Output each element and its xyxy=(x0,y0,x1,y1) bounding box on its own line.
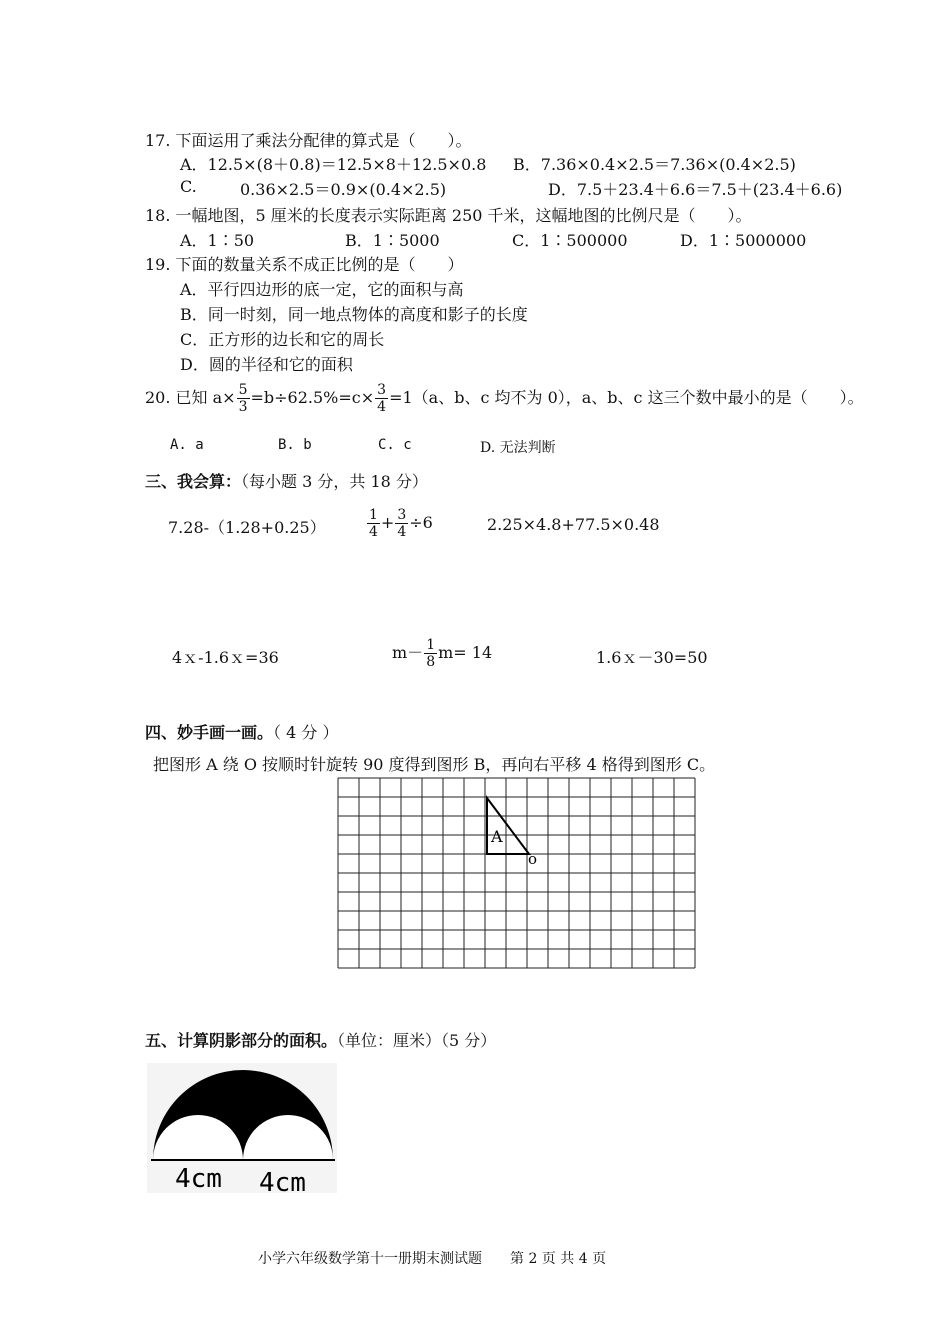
equation-3: 1.6ｘ－30=50 xyxy=(596,648,708,667)
q18-option-b: B．1∶5000 xyxy=(345,231,440,250)
q20-option-b: B. b xyxy=(278,437,312,453)
q20-option-a: A. a xyxy=(170,437,204,453)
calc-expression-2: $\frac{1}{4}$ + $\frac{3}{4}$ ÷6 xyxy=(369,507,433,540)
q17-option-b: B．7.36×0.4×2.5＝7.36×(0.4×2.5) xyxy=(513,155,796,174)
shaded-area-figure xyxy=(147,1063,337,1193)
section-4-instruction: 把图形 A 绕 O 按顺时针旋转 90 度得到图形 B，再向右平移 4 格得到图形 C。 xyxy=(153,755,716,774)
q17-stem: 17. 下面运用了乘法分配律的算式是（ ）。 xyxy=(145,131,472,150)
q19-option-c: C．正方形的边长和它的周长 xyxy=(180,330,385,349)
q17-option-d: D．7.5＋23.4＋6.6＝7.5＋(23.4＋6.6) xyxy=(548,180,843,199)
q20-fraction-2: $\frac{3}{4}$ xyxy=(377,382,387,415)
label-a: A xyxy=(491,827,503,846)
calc-expression-1: 7.28-（1.28+0.25） xyxy=(168,518,326,537)
q19-option-a: A．平行四边形的底一定，它的面积与高 xyxy=(180,280,464,299)
section-3-heading: 三、我会算：（每小题 3 分，共 18 分） xyxy=(145,472,428,491)
q19-option-d: D．圆的半径和它的面积 xyxy=(180,355,353,374)
q17-option-c: 0.36×2.5＝0.9×(0.4×2.5) xyxy=(240,180,447,199)
footer: 小学六年级数学第十一册期末测试题 第 2 页 共 4 页 xyxy=(258,1251,607,1267)
section-4-heading: 四、妙手画一画。（ 4 分 ） xyxy=(145,723,339,742)
q19-stem: 19. 下面的数量关系不成正比例的是（ ） xyxy=(145,255,464,274)
dimension-label-2: 4cm xyxy=(259,1168,306,1193)
q18-option-a: A．1∶50 xyxy=(180,231,255,250)
dimension-label-1: 4cm xyxy=(175,1164,222,1193)
equation-2: m－ $\frac{1}{8}$ m= 14 xyxy=(392,637,493,670)
q20-fraction-1: $\frac{5}{3}$ xyxy=(238,382,248,415)
q20-stem: 20. 已知 a× $\frac{5}{3}$ =b÷62.5%=c× $\frac{3}{4}$ =1（a、b、c 均不为 0），a、b、c 这三个数中最小的是（ ）。 xyxy=(145,382,864,415)
q20-option-c: C. c xyxy=(378,437,412,453)
q20-option-d: D. 无法判断 xyxy=(480,440,556,456)
q17-option-a: A．12.5×(8＋0.8)＝12.5×8＋12.5×0.8 xyxy=(180,155,487,174)
section-5-heading: 五、计算阴影部分的面积。（单位：厘米）（5 分） xyxy=(145,1031,497,1050)
label-o: o xyxy=(528,850,538,868)
equation-1: 4ｘ-1.6ｘ=36 xyxy=(172,648,279,667)
drawing-grid xyxy=(336,776,700,970)
q18-option-d: D．1∶5000000 xyxy=(680,231,807,250)
q17-option-c-label: C. xyxy=(180,177,197,196)
calc-expression-3: 2.25×4.8+77.5×0.48 xyxy=(487,515,660,534)
q18-stem: 18. 一幅地图，5 厘米的长度表示实际距离 250 千米，这幅地图的比例尺是（ ）。 xyxy=(145,206,752,225)
q19-option-b: B．同一时刻，同一地点物体的高度和影子的长度 xyxy=(180,305,528,324)
q18-option-c: C．1∶500000 xyxy=(512,231,628,250)
